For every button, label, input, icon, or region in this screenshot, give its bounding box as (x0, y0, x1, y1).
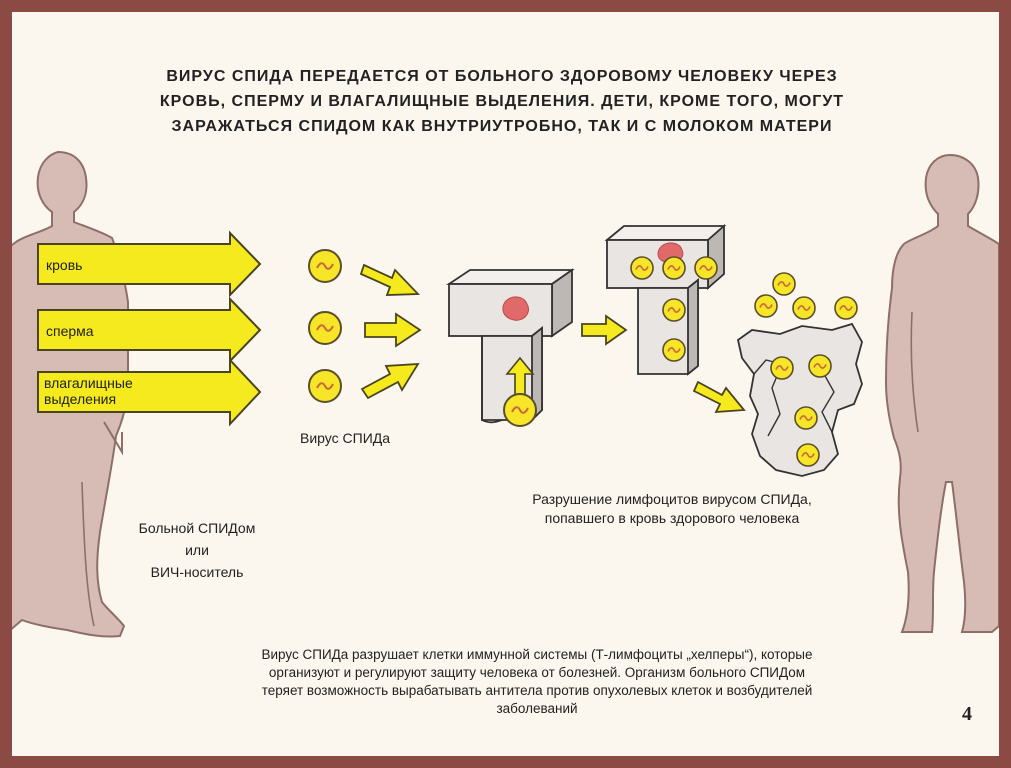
lymphocyte-destroyed (738, 273, 862, 476)
fluid-label-vaginal: влагалищные выделения (44, 375, 133, 407)
headline-line: КРОВЬ, СПЕРМУ И ВЛАГАЛИЩНЫЕ ВЫДЕЛЕНИЯ. ДЕТИ, КРОМЕ ТОГО, МОГУТ (159, 93, 845, 110)
arrow-right-down-icon (361, 265, 418, 295)
virus-particle-icon (309, 250, 341, 282)
virus-caption: Вирус СПИДа (300, 430, 391, 446)
fluid-label-sperm: сперма (46, 323, 94, 339)
footer-line: теряет возможность вырабатывать антитела против опухолевых клеток и возбудителей (261, 683, 813, 698)
lymphocyte-infected (449, 270, 572, 426)
patient-caption-line: ВИЧ-носитель (150, 564, 244, 580)
page-number: 4 (962, 703, 972, 725)
arrow-right-icon (365, 314, 420, 346)
headline (122, 64, 882, 139)
converging-arrows (361, 265, 420, 398)
headline-line: ВИРУС СПИДА ПЕРЕДАЕТСЯ ОТ БОЛЬНОГО ЗДОРОВОМУ ЧЕЛОВЕКУ ЧЕРЕЗ (166, 68, 838, 85)
patient-caption-line: или (185, 542, 209, 558)
destruction-caption-line: попавшего в кровь здорового человека (544, 510, 800, 526)
lymphocyte-multiplying (607, 226, 724, 374)
page (12, 12, 999, 756)
virus-particle-icon (309, 370, 341, 402)
patient-caption-line: Больной СПИДом (138, 520, 256, 536)
arrow-right-up-icon (362, 364, 418, 398)
stage-arrow-down-icon (694, 382, 744, 412)
footer-line: Вирус СПИДа разрушает клетки иммунной системы (Т-лимфоциты „хелперы“), которые (261, 647, 813, 662)
headline-line: ЗАРАЖАТЬСЯ СПИДОМ КАК ВНУТРИУТРОБНО, ТАК И С МОЛОКОМ МАТЕРИ (171, 118, 833, 135)
destruction-caption (477, 490, 867, 528)
footer-text (177, 646, 897, 718)
stage-arrow-icon (582, 316, 626, 344)
patient-caption (112, 517, 282, 583)
virus-particles (309, 250, 341, 402)
fluid-label-blood: кровь (46, 257, 83, 273)
footer-line: заболеваний (496, 701, 578, 716)
healthy-figure (886, 155, 999, 632)
destruction-caption-line: Разрушение лимфоцитов вирусом СПИДа, (532, 491, 812, 507)
virus-particle-icon (309, 312, 341, 344)
footer-line: организуют и регулируют защиту человека от болезней. Организм больного СПИДом (268, 665, 806, 680)
